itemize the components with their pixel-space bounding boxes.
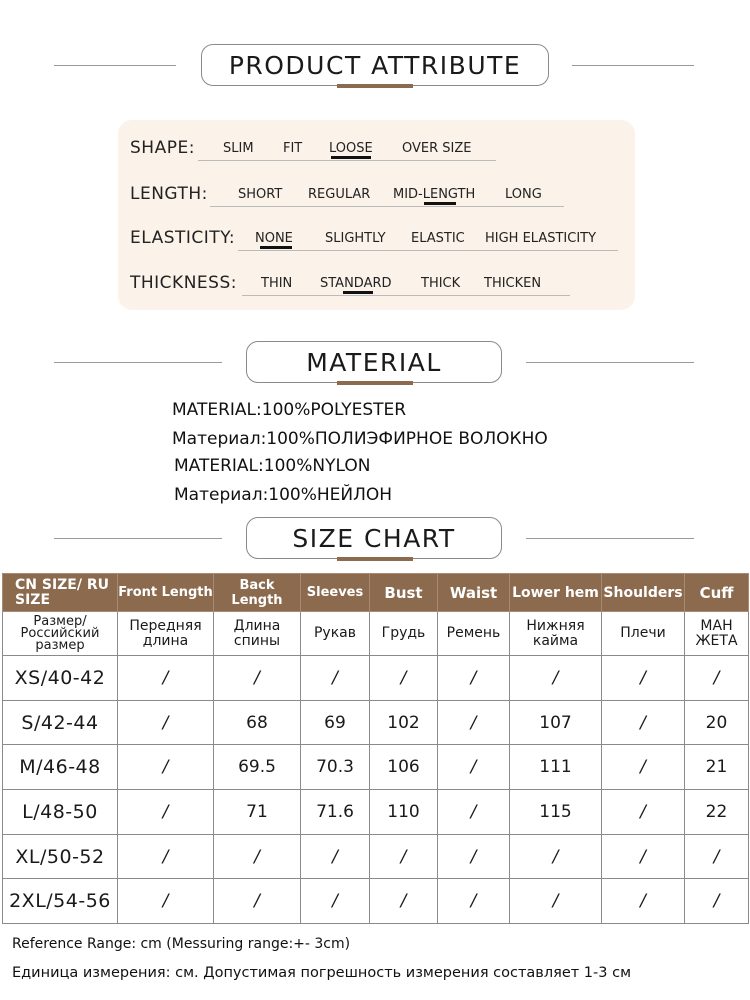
value-cell: / [370, 879, 438, 924]
header-line-right [526, 538, 694, 539]
value-cell: 111 [510, 745, 602, 790]
attr-baseline [198, 160, 496, 161]
col-header: Sleeves [301, 574, 370, 612]
col-header: CN SIZE/ RU SIZE [3, 574, 118, 612]
value-cell: / [214, 656, 301, 701]
col-header-ru: Ремень [438, 612, 510, 656]
header-underbar [337, 84, 413, 88]
value-cell: / [214, 834, 301, 879]
measurement-note-ru: Единица измерения: см. Допустимая погрешность измерения составляет 1-3 см [12, 965, 632, 981]
value-cell: / [118, 700, 214, 745]
attr-row-length [118, 170, 635, 210]
size-cell: M/46-48 [3, 745, 118, 790]
value-cell: / [602, 745, 685, 790]
header-line-left [54, 362, 222, 363]
value-cell: 106 [370, 745, 438, 790]
selected-marker [331, 156, 371, 159]
attribute-box [118, 120, 635, 310]
attr-option-selected: STANDARD [320, 276, 392, 291]
col-header: Front Length [118, 574, 214, 612]
material-header [0, 341, 750, 385]
value-cell: / [602, 879, 685, 924]
material-line: MATERIAL:100%NYLON [174, 456, 371, 476]
value-cell: / [438, 745, 510, 790]
attr-label: THICKNESS: [130, 273, 237, 293]
attr-label: ELASTICITY: [130, 228, 236, 248]
value-cell: 115 [510, 790, 602, 835]
header-line-left [54, 65, 176, 66]
attr-option-selected: LOOSE [329, 141, 373, 156]
value-cell: / [214, 879, 301, 924]
col-header: Cuff [685, 574, 749, 612]
material-line: MATERIAL:100%POLYESTER [172, 400, 407, 420]
selected-marker [260, 246, 292, 249]
value-cell: 22 [685, 790, 749, 835]
size-cell: XL/50-52 [3, 834, 118, 879]
size-cell: S/42-44 [3, 700, 118, 745]
col-header: Back Length [214, 574, 301, 612]
value-cell: / [118, 879, 214, 924]
size-rows [3, 656, 749, 924]
col-header-ru: Нижняя кайма [510, 612, 602, 656]
col-header-ru: Длина спины [214, 612, 301, 656]
value-cell: / [685, 656, 749, 701]
header-line-left [54, 538, 222, 539]
value-cell: 20 [685, 700, 749, 745]
table-row [3, 790, 749, 835]
value-cell: / [685, 879, 749, 924]
attr-option-selected: NONE [255, 231, 293, 246]
col-header-ru: МАН ЖЕТА [685, 612, 749, 656]
attr-label: SHAPE: [130, 138, 195, 158]
table-row [3, 700, 749, 745]
attr-baseline [210, 206, 564, 207]
value-cell: / [370, 656, 438, 701]
attr-option: SLIGHTLY [325, 231, 386, 246]
value-cell: / [438, 790, 510, 835]
col-header-ru: Плечи [602, 612, 685, 656]
value-cell: 71.6 [301, 790, 370, 835]
product-attribute-title: PRODUCT ATTRIBUTE [201, 44, 549, 86]
selected-marker [424, 202, 456, 205]
value-cell: 107 [510, 700, 602, 745]
material-title: MATERIAL [246, 341, 502, 383]
header-underbar [337, 381, 413, 385]
value-cell: 71 [214, 790, 301, 835]
col-header-ru: Грудь [370, 612, 438, 656]
value-cell: / [510, 656, 602, 701]
value-cell: 68 [214, 700, 301, 745]
size-cell: 2XL/54-56 [3, 879, 118, 924]
col-header-ru: Рукав [301, 612, 370, 656]
value-cell: / [438, 656, 510, 701]
header-line-right [526, 362, 694, 363]
value-cell: / [602, 656, 685, 701]
attr-baseline [238, 250, 618, 251]
value-cell: / [602, 700, 685, 745]
attr-row-thickness [118, 259, 635, 299]
product-attribute-header [0, 44, 750, 88]
col-header: Lower hem [510, 574, 602, 612]
attr-option: REGULAR [308, 187, 371, 202]
value-cell: / [438, 879, 510, 924]
value-cell: 69 [301, 700, 370, 745]
col-header: Bust [370, 574, 438, 612]
size-cell: XS/40-42 [3, 656, 118, 701]
value-cell: 110 [370, 790, 438, 835]
value-cell: / [118, 745, 214, 790]
attr-row-elasticity [118, 214, 635, 254]
material-line: Материал:100%НЕЙЛОН [174, 485, 393, 505]
value-cell: / [510, 879, 602, 924]
value-cell: / [438, 700, 510, 745]
attr-option: FIT [283, 141, 303, 156]
table-row [3, 656, 749, 701]
value-cell: / [602, 834, 685, 879]
value-cell: / [118, 834, 214, 879]
value-cell: / [602, 790, 685, 835]
size-table [2, 573, 749, 924]
selected-marker [343, 291, 373, 294]
attr-option: THICK [421, 276, 461, 291]
value-cell: / [118, 790, 214, 835]
attr-option: THICKEN [484, 276, 542, 291]
header-row-en [3, 574, 749, 612]
value-cell: 69.5 [214, 745, 301, 790]
size-cell: L/48-50 [3, 790, 118, 835]
attr-label: LENGTH: [130, 184, 208, 204]
size-chart-header [0, 517, 750, 561]
value-cell: / [685, 834, 749, 879]
reference-range-note: Reference Range: cm (Messuring range:+- 3cm) [12, 936, 351, 952]
value-cell: / [438, 834, 510, 879]
table-row [3, 879, 749, 924]
value-cell: 70.3 [301, 745, 370, 790]
value-cell: 21 [685, 745, 749, 790]
attr-option: THIN [261, 276, 293, 291]
col-header-ru: Размер/ Российский размер [3, 612, 118, 656]
col-header: Waist [438, 574, 510, 612]
attr-option: LONG [505, 187, 542, 202]
value-cell: / [301, 656, 370, 701]
table-row [3, 834, 749, 879]
col-header-ru: Передняя длина [118, 612, 214, 656]
value-cell: / [510, 834, 602, 879]
attr-option: OVER SIZE [402, 141, 472, 156]
value-cell: / [118, 656, 214, 701]
size-chart-title: SIZE CHART [246, 517, 502, 559]
header-line-right [572, 65, 694, 66]
attr-option: SLIM [223, 141, 254, 156]
attr-row-shape [118, 124, 635, 164]
table-row [3, 745, 749, 790]
attr-option: ELASTIC [411, 231, 465, 246]
header-underbar [337, 557, 413, 561]
header-row-ru [3, 612, 749, 656]
value-cell: / [301, 834, 370, 879]
attr-option: SHORT [238, 187, 283, 202]
attr-option-selected: MID-LENGTH [393, 187, 476, 202]
value-cell: / [301, 879, 370, 924]
col-header: Shoulders [602, 574, 685, 612]
value-cell: / [370, 834, 438, 879]
value-cell: 102 [370, 700, 438, 745]
attr-baseline [242, 295, 570, 296]
material-line: Материал:100%ПОЛИЭФИРНОЕ ВОЛОКНО [172, 429, 548, 449]
attr-option: HIGH ELASTICITY [485, 231, 597, 246]
